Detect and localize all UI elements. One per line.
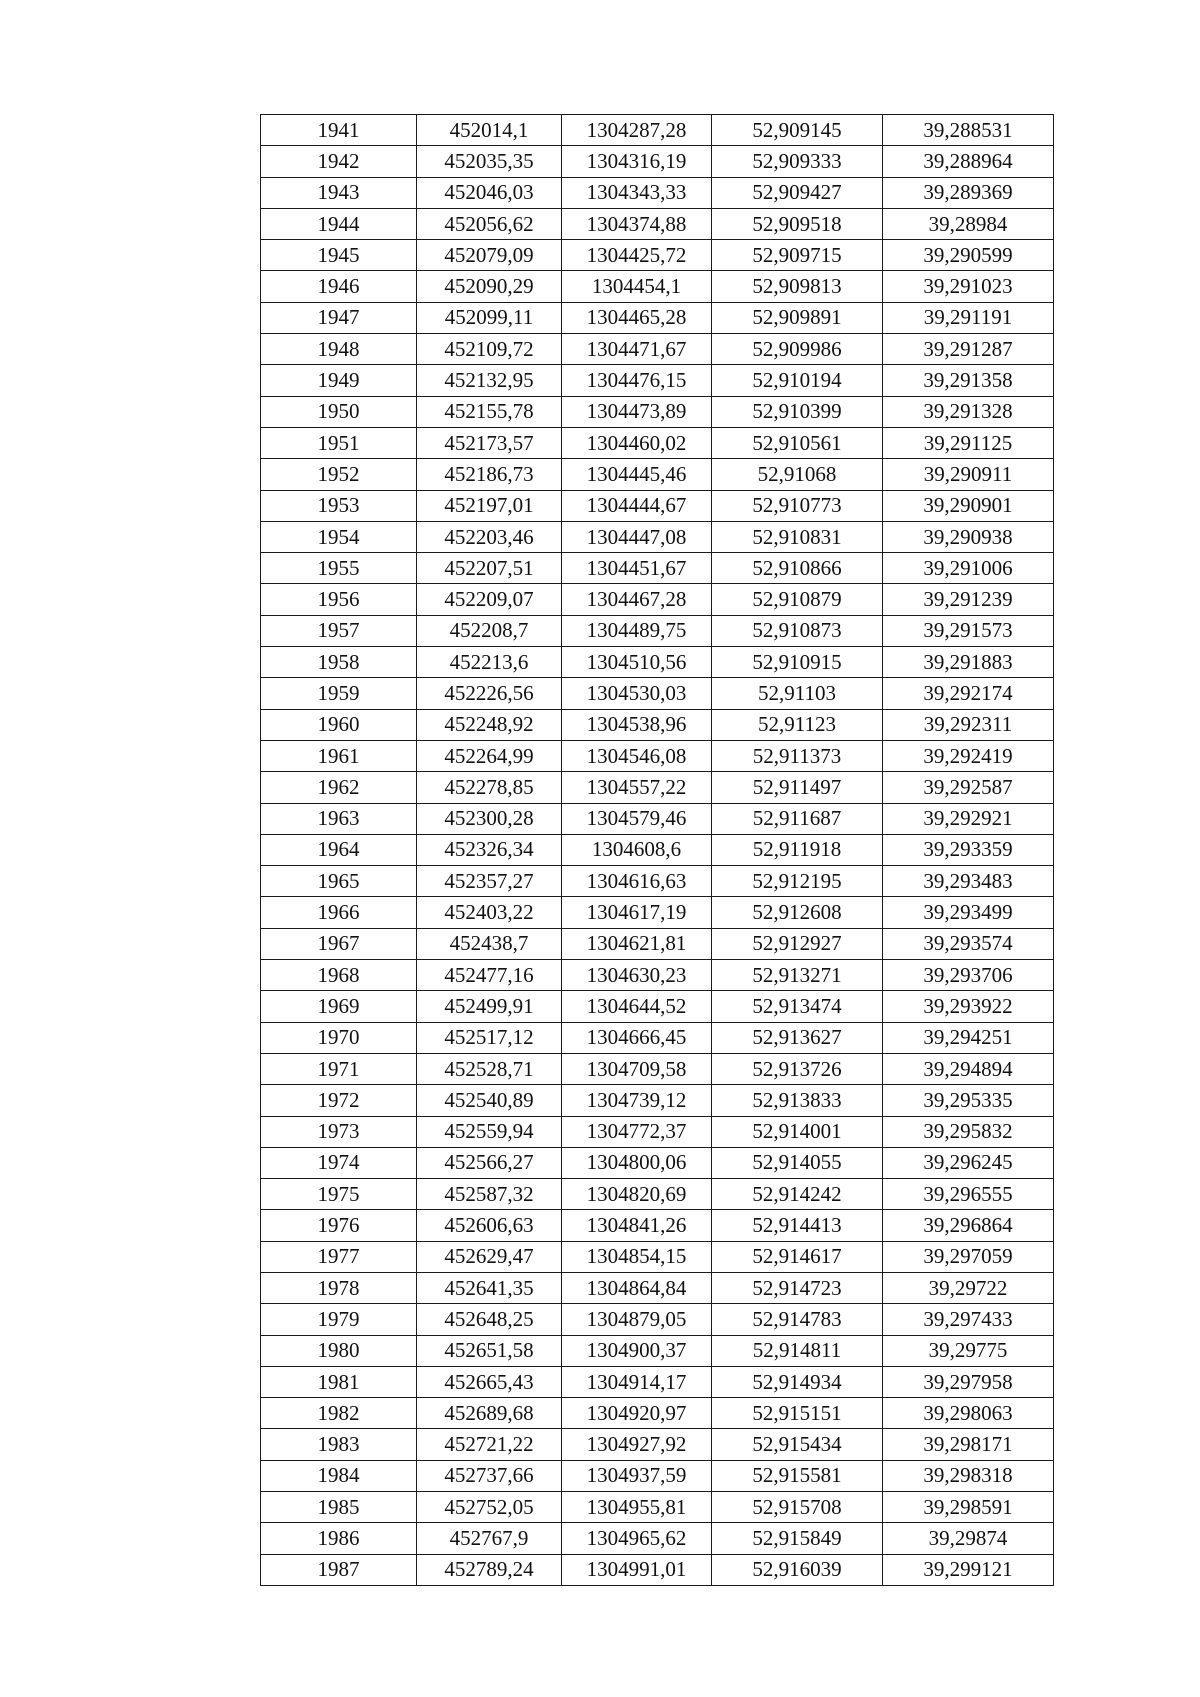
- latitude-cell: 52,910879: [712, 584, 883, 615]
- latitude-cell: 52,91103: [712, 678, 883, 709]
- latitude-cell: 52,909715: [712, 240, 883, 271]
- point-number-cell: 1964: [261, 834, 417, 865]
- point-number-cell: 1956: [261, 584, 417, 615]
- latitude-cell: 52,914055: [712, 1147, 883, 1178]
- y-coordinate-cell: 1304287,28: [562, 115, 712, 146]
- latitude-cell: 52,909518: [712, 208, 883, 239]
- point-number-cell: 1967: [261, 928, 417, 959]
- point-number-cell: 1953: [261, 490, 417, 521]
- latitude-cell: 52,910773: [712, 490, 883, 521]
- table-row: [261, 1366, 1054, 1397]
- x-coordinate-cell: 452721,22: [417, 1429, 562, 1460]
- latitude-cell: 52,909986: [712, 334, 883, 365]
- y-coordinate-cell: 1304617,19: [562, 897, 712, 928]
- longitude-cell: 39,29722: [883, 1272, 1054, 1303]
- x-coordinate-cell: 452528,71: [417, 1053, 562, 1084]
- longitude-cell: 39,291358: [883, 365, 1054, 396]
- point-number-cell: 1958: [261, 647, 417, 678]
- y-coordinate-cell: 1304316,19: [562, 146, 712, 177]
- table-row: [261, 365, 1054, 396]
- point-number-cell: 1968: [261, 960, 417, 991]
- latitude-cell: 52,909333: [712, 146, 883, 177]
- latitude-cell: 52,912195: [712, 866, 883, 897]
- x-coordinate-cell: 452109,72: [417, 334, 562, 365]
- x-coordinate-cell: 452559,94: [417, 1116, 562, 1147]
- point-number-cell: 1982: [261, 1398, 417, 1429]
- longitude-cell: 39,289369: [883, 177, 1054, 208]
- latitude-cell: 52,913627: [712, 1022, 883, 1053]
- y-coordinate-cell: 1304900,37: [562, 1335, 712, 1366]
- latitude-cell: 52,915151: [712, 1398, 883, 1429]
- x-coordinate-cell: 452629,47: [417, 1241, 562, 1272]
- longitude-cell: 39,291006: [883, 553, 1054, 584]
- point-number-cell: 1948: [261, 334, 417, 365]
- point-number-cell: 1945: [261, 240, 417, 271]
- y-coordinate-cell: 1304374,88: [562, 208, 712, 239]
- x-coordinate-cell: 452689,68: [417, 1398, 562, 1429]
- longitude-cell: 39,29874: [883, 1523, 1054, 1554]
- point-number-cell: 1969: [261, 991, 417, 1022]
- table-row: [261, 960, 1054, 991]
- point-number-cell: 1943: [261, 177, 417, 208]
- y-coordinate-cell: 1304530,03: [562, 678, 712, 709]
- latitude-cell: 52,913833: [712, 1085, 883, 1116]
- x-coordinate-cell: 452752,05: [417, 1492, 562, 1523]
- y-coordinate-cell: 1304343,33: [562, 177, 712, 208]
- y-coordinate-cell: 1304709,58: [562, 1053, 712, 1084]
- x-coordinate-cell: 452173,57: [417, 427, 562, 458]
- longitude-cell: 39,297958: [883, 1366, 1054, 1397]
- y-coordinate-cell: 1304471,67: [562, 334, 712, 365]
- y-coordinate-cell: 1304616,63: [562, 866, 712, 897]
- point-number-cell: 1980: [261, 1335, 417, 1366]
- y-coordinate-cell: 1304451,67: [562, 553, 712, 584]
- latitude-cell: 52,910831: [712, 521, 883, 552]
- longitude-cell: 39,292587: [883, 772, 1054, 803]
- y-coordinate-cell: 1304739,12: [562, 1085, 712, 1116]
- table-row: [261, 1241, 1054, 1272]
- longitude-cell: 39,290911: [883, 459, 1054, 490]
- table-row: [261, 1460, 1054, 1491]
- x-coordinate-cell: 452203,46: [417, 521, 562, 552]
- table-row: [261, 991, 1054, 1022]
- table-row: [261, 615, 1054, 646]
- latitude-cell: 52,910866: [712, 553, 883, 584]
- point-number-cell: 1978: [261, 1272, 417, 1303]
- y-coordinate-cell: 1304444,67: [562, 490, 712, 521]
- y-coordinate-cell: 1304476,15: [562, 365, 712, 396]
- longitude-cell: 39,293359: [883, 834, 1054, 865]
- longitude-cell: 39,291239: [883, 584, 1054, 615]
- x-coordinate-cell: 452357,27: [417, 866, 562, 897]
- x-coordinate-cell: 452499,91: [417, 991, 562, 1022]
- y-coordinate-cell: 1304914,17: [562, 1366, 712, 1397]
- x-coordinate-cell: 452014,1: [417, 115, 562, 146]
- latitude-cell: 52,916039: [712, 1554, 883, 1585]
- point-number-cell: 1975: [261, 1179, 417, 1210]
- x-coordinate-cell: 452197,01: [417, 490, 562, 521]
- coordinates-table: [260, 114, 1054, 1586]
- latitude-cell: 52,910194: [712, 365, 883, 396]
- longitude-cell: 39,292311: [883, 709, 1054, 740]
- point-number-cell: 1984: [261, 1460, 417, 1491]
- latitude-cell: 52,911687: [712, 803, 883, 834]
- latitude-cell: 52,913726: [712, 1053, 883, 1084]
- table-row: [261, 1492, 1054, 1523]
- y-coordinate-cell: 1304644,52: [562, 991, 712, 1022]
- latitude-cell: 52,914001: [712, 1116, 883, 1147]
- point-number-cell: 1981: [261, 1366, 417, 1397]
- table-row: [261, 1116, 1054, 1147]
- table-row: [261, 1085, 1054, 1116]
- x-coordinate-cell: 452278,85: [417, 772, 562, 803]
- table-row: [261, 115, 1054, 146]
- point-number-cell: 1941: [261, 115, 417, 146]
- x-coordinate-cell: 452665,43: [417, 1366, 562, 1397]
- latitude-cell: 52,910399: [712, 396, 883, 427]
- x-coordinate-cell: 452651,58: [417, 1335, 562, 1366]
- longitude-cell: 39,297059: [883, 1241, 1054, 1272]
- point-number-cell: 1962: [261, 772, 417, 803]
- latitude-cell: 52,910561: [712, 427, 883, 458]
- point-number-cell: 1957: [261, 615, 417, 646]
- table-row: [261, 866, 1054, 897]
- y-coordinate-cell: 1304772,37: [562, 1116, 712, 1147]
- point-number-cell: 1951: [261, 427, 417, 458]
- longitude-cell: 39,293574: [883, 928, 1054, 959]
- x-coordinate-cell: 452477,16: [417, 960, 562, 991]
- y-coordinate-cell: 1304425,72: [562, 240, 712, 271]
- longitude-cell: 39,290599: [883, 240, 1054, 271]
- y-coordinate-cell: 1304991,01: [562, 1554, 712, 1585]
- longitude-cell: 39,291883: [883, 647, 1054, 678]
- y-coordinate-cell: 1304467,28: [562, 584, 712, 615]
- longitude-cell: 39,293922: [883, 991, 1054, 1022]
- table-row: [261, 1335, 1054, 1366]
- longitude-cell: 39,290901: [883, 490, 1054, 521]
- latitude-cell: 52,909427: [712, 177, 883, 208]
- table-row: [261, 1272, 1054, 1303]
- table-row: [261, 803, 1054, 834]
- y-coordinate-cell: 1304579,46: [562, 803, 712, 834]
- table-row: [261, 427, 1054, 458]
- longitude-cell: 39,292921: [883, 803, 1054, 834]
- point-number-cell: 1976: [261, 1210, 417, 1241]
- table-row: [261, 1147, 1054, 1178]
- point-number-cell: 1950: [261, 396, 417, 427]
- point-number-cell: 1942: [261, 146, 417, 177]
- y-coordinate-cell: 1304879,05: [562, 1304, 712, 1335]
- point-number-cell: 1983: [261, 1429, 417, 1460]
- longitude-cell: 39,293483: [883, 866, 1054, 897]
- y-coordinate-cell: 1304955,81: [562, 1492, 712, 1523]
- latitude-cell: 52,911373: [712, 740, 883, 771]
- x-coordinate-cell: 452587,32: [417, 1179, 562, 1210]
- latitude-cell: 52,909813: [712, 271, 883, 302]
- longitude-cell: 39,291191: [883, 302, 1054, 333]
- point-number-cell: 1959: [261, 678, 417, 709]
- point-number-cell: 1961: [261, 740, 417, 771]
- table-row: [261, 928, 1054, 959]
- table-row: [261, 678, 1054, 709]
- longitude-cell: 39,299121: [883, 1554, 1054, 1585]
- x-coordinate-cell: 452403,22: [417, 897, 562, 928]
- latitude-cell: 52,911497: [712, 772, 883, 803]
- latitude-cell: 52,912608: [712, 897, 883, 928]
- longitude-cell: 39,292174: [883, 678, 1054, 709]
- y-coordinate-cell: 1304510,56: [562, 647, 712, 678]
- longitude-cell: 39,291287: [883, 334, 1054, 365]
- x-coordinate-cell: 452056,62: [417, 208, 562, 239]
- x-coordinate-cell: 452035,35: [417, 146, 562, 177]
- y-coordinate-cell: 1304666,45: [562, 1022, 712, 1053]
- y-coordinate-cell: 1304965,62: [562, 1523, 712, 1554]
- point-number-cell: 1955: [261, 553, 417, 584]
- table-row: [261, 490, 1054, 521]
- longitude-cell: 39,295832: [883, 1116, 1054, 1147]
- longitude-cell: 39,295335: [883, 1085, 1054, 1116]
- table-row: [261, 647, 1054, 678]
- y-coordinate-cell: 1304841,26: [562, 1210, 712, 1241]
- x-coordinate-cell: 452208,7: [417, 615, 562, 646]
- table-row: [261, 521, 1054, 552]
- longitude-cell: 39,294894: [883, 1053, 1054, 1084]
- latitude-cell: 52,914242: [712, 1179, 883, 1210]
- longitude-cell: 39,290938: [883, 521, 1054, 552]
- y-coordinate-cell: 1304445,46: [562, 459, 712, 490]
- table-row: [261, 553, 1054, 584]
- latitude-cell: 52,914811: [712, 1335, 883, 1366]
- longitude-cell: 39,298591: [883, 1492, 1054, 1523]
- longitude-cell: 39,296555: [883, 1179, 1054, 1210]
- table-row: [261, 334, 1054, 365]
- point-number-cell: 1949: [261, 365, 417, 396]
- y-coordinate-cell: 1304820,69: [562, 1179, 712, 1210]
- x-coordinate-cell: 452207,51: [417, 553, 562, 584]
- point-number-cell: 1946: [261, 271, 417, 302]
- latitude-cell: 52,915434: [712, 1429, 883, 1460]
- longitude-cell: 39,298318: [883, 1460, 1054, 1491]
- point-number-cell: 1972: [261, 1085, 417, 1116]
- x-coordinate-cell: 452326,34: [417, 834, 562, 865]
- latitude-cell: 52,915849: [712, 1523, 883, 1554]
- longitude-cell: 39,291023: [883, 271, 1054, 302]
- table-row: [261, 740, 1054, 771]
- point-number-cell: 1970: [261, 1022, 417, 1053]
- longitude-cell: 39,291125: [883, 427, 1054, 458]
- latitude-cell: 52,91068: [712, 459, 883, 490]
- x-coordinate-cell: 452155,78: [417, 396, 562, 427]
- latitude-cell: 52,914934: [712, 1366, 883, 1397]
- latitude-cell: 52,91123: [712, 709, 883, 740]
- y-coordinate-cell: 1304621,81: [562, 928, 712, 959]
- x-coordinate-cell: 452517,12: [417, 1022, 562, 1053]
- point-number-cell: 1944: [261, 208, 417, 239]
- point-number-cell: 1965: [261, 866, 417, 897]
- latitude-cell: 52,915708: [712, 1492, 883, 1523]
- y-coordinate-cell: 1304937,59: [562, 1460, 712, 1491]
- point-number-cell: 1985: [261, 1492, 417, 1523]
- x-coordinate-cell: 452641,35: [417, 1272, 562, 1303]
- point-number-cell: 1960: [261, 709, 417, 740]
- y-coordinate-cell: 1304454,1: [562, 271, 712, 302]
- x-coordinate-cell: 452248,92: [417, 709, 562, 740]
- coordinates-table-body: [261, 115, 1054, 1586]
- x-coordinate-cell: 452540,89: [417, 1085, 562, 1116]
- latitude-cell: 52,915581: [712, 1460, 883, 1491]
- x-coordinate-cell: 452079,09: [417, 240, 562, 271]
- latitude-cell: 52,913271: [712, 960, 883, 991]
- x-coordinate-cell: 452566,27: [417, 1147, 562, 1178]
- point-number-cell: 1947: [261, 302, 417, 333]
- point-number-cell: 1987: [261, 1554, 417, 1585]
- table-row: [261, 1210, 1054, 1241]
- latitude-cell: 52,913474: [712, 991, 883, 1022]
- table-row: [261, 1179, 1054, 1210]
- x-coordinate-cell: 452737,66: [417, 1460, 562, 1491]
- latitude-cell: 52,914723: [712, 1272, 883, 1303]
- x-coordinate-cell: 452648,25: [417, 1304, 562, 1335]
- longitude-cell: 39,298063: [883, 1398, 1054, 1429]
- point-number-cell: 1966: [261, 897, 417, 928]
- table-row: [261, 302, 1054, 333]
- latitude-cell: 52,912927: [712, 928, 883, 959]
- x-coordinate-cell: 452264,99: [417, 740, 562, 771]
- y-coordinate-cell: 1304864,84: [562, 1272, 712, 1303]
- y-coordinate-cell: 1304447,08: [562, 521, 712, 552]
- longitude-cell: 39,291328: [883, 396, 1054, 427]
- longitude-cell: 39,292419: [883, 740, 1054, 771]
- longitude-cell: 39,293706: [883, 960, 1054, 991]
- x-coordinate-cell: 452213,6: [417, 647, 562, 678]
- y-coordinate-cell: 1304920,97: [562, 1398, 712, 1429]
- table-row: [261, 709, 1054, 740]
- longitude-cell: 39,296245: [883, 1147, 1054, 1178]
- point-number-cell: 1971: [261, 1053, 417, 1084]
- point-number-cell: 1986: [261, 1523, 417, 1554]
- latitude-cell: 52,910915: [712, 647, 883, 678]
- x-coordinate-cell: 452090,29: [417, 271, 562, 302]
- table-row: [261, 177, 1054, 208]
- latitude-cell: 52,914413: [712, 1210, 883, 1241]
- x-coordinate-cell: 452046,03: [417, 177, 562, 208]
- table-row: [261, 1022, 1054, 1053]
- y-coordinate-cell: 1304854,15: [562, 1241, 712, 1272]
- y-coordinate-cell: 1304557,22: [562, 772, 712, 803]
- longitude-cell: 39,28984: [883, 208, 1054, 239]
- table-row: [261, 459, 1054, 490]
- latitude-cell: 52,914783: [712, 1304, 883, 1335]
- latitude-cell: 52,909145: [712, 115, 883, 146]
- y-coordinate-cell: 1304608,6: [562, 834, 712, 865]
- longitude-cell: 39,288964: [883, 146, 1054, 177]
- x-coordinate-cell: 452186,73: [417, 459, 562, 490]
- x-coordinate-cell: 452226,56: [417, 678, 562, 709]
- point-number-cell: 1977: [261, 1241, 417, 1272]
- point-number-cell: 1974: [261, 1147, 417, 1178]
- table-row: [261, 396, 1054, 427]
- latitude-cell: 52,911918: [712, 834, 883, 865]
- longitude-cell: 39,288531: [883, 115, 1054, 146]
- y-coordinate-cell: 1304800,06: [562, 1147, 712, 1178]
- y-coordinate-cell: 1304546,08: [562, 740, 712, 771]
- table-row: [261, 772, 1054, 803]
- x-coordinate-cell: 452438,7: [417, 928, 562, 959]
- table-row: [261, 1429, 1054, 1460]
- x-coordinate-cell: 452209,07: [417, 584, 562, 615]
- x-coordinate-cell: 452132,95: [417, 365, 562, 396]
- table-row: [261, 1398, 1054, 1429]
- longitude-cell: 39,291573: [883, 615, 1054, 646]
- y-coordinate-cell: 1304538,96: [562, 709, 712, 740]
- table-row: [261, 271, 1054, 302]
- table-row: [261, 1554, 1054, 1585]
- table-row: [261, 1304, 1054, 1335]
- longitude-cell: 39,297433: [883, 1304, 1054, 1335]
- y-coordinate-cell: 1304473,89: [562, 396, 712, 427]
- x-coordinate-cell: 452789,24: [417, 1554, 562, 1585]
- table-row: [261, 897, 1054, 928]
- table-row: [261, 584, 1054, 615]
- longitude-cell: 39,29775: [883, 1335, 1054, 1366]
- point-number-cell: 1952: [261, 459, 417, 490]
- latitude-cell: 52,909891: [712, 302, 883, 333]
- point-number-cell: 1973: [261, 1116, 417, 1147]
- longitude-cell: 39,296864: [883, 1210, 1054, 1241]
- x-coordinate-cell: 452099,11: [417, 302, 562, 333]
- longitude-cell: 39,293499: [883, 897, 1054, 928]
- point-number-cell: 1979: [261, 1304, 417, 1335]
- y-coordinate-cell: 1304460,02: [562, 427, 712, 458]
- table-row: [261, 1523, 1054, 1554]
- y-coordinate-cell: 1304489,75: [562, 615, 712, 646]
- latitude-cell: 52,914617: [712, 1241, 883, 1272]
- y-coordinate-cell: 1304927,92: [562, 1429, 712, 1460]
- x-coordinate-cell: 452300,28: [417, 803, 562, 834]
- y-coordinate-cell: 1304630,23: [562, 960, 712, 991]
- table-row: [261, 834, 1054, 865]
- y-coordinate-cell: 1304465,28: [562, 302, 712, 333]
- table-row: [261, 208, 1054, 239]
- longitude-cell: 39,294251: [883, 1022, 1054, 1053]
- x-coordinate-cell: 452606,63: [417, 1210, 562, 1241]
- table-row: [261, 146, 1054, 177]
- point-number-cell: 1954: [261, 521, 417, 552]
- latitude-cell: 52,910873: [712, 615, 883, 646]
- point-number-cell: 1963: [261, 803, 417, 834]
- table-row: [261, 1053, 1054, 1084]
- table-row: [261, 240, 1054, 271]
- longitude-cell: 39,298171: [883, 1429, 1054, 1460]
- x-coordinate-cell: 452767,9: [417, 1523, 562, 1554]
